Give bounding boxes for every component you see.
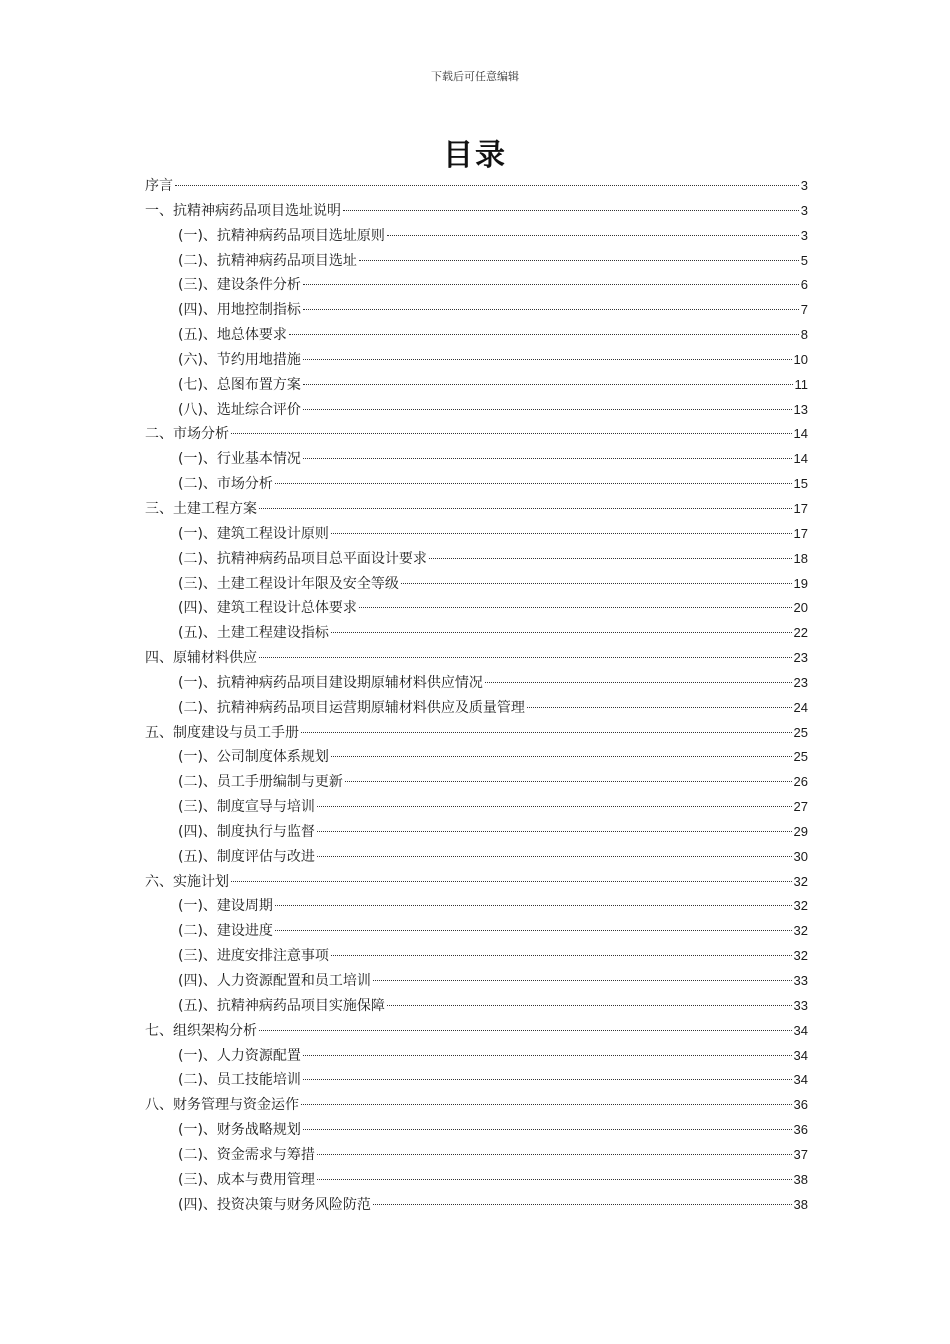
toc-entry-label: (七)、总图布置方案 — [178, 376, 301, 393]
toc-dot-leader — [303, 284, 799, 285]
toc-entry-page-number: 25 — [793, 749, 808, 765]
toc-entry-page-number: 6 — [800, 277, 808, 293]
toc-dot-leader — [303, 458, 792, 459]
toc-entry-page-number: 30 — [793, 848, 808, 864]
toc-entry-label: (一)、建筑工程设计原则 — [178, 525, 329, 542]
toc-dot-leader — [317, 1154, 792, 1155]
toc-entry-page-number: 11 — [794, 376, 808, 392]
toc-entry-label: 六、实施计划 — [145, 873, 229, 890]
toc-entry-label: (一)、建设周期 — [178, 898, 273, 915]
toc-entry-page-number: 17 — [793, 525, 808, 541]
toc-entry-page-number: 36 — [793, 1097, 808, 1113]
toc-dot-leader — [301, 732, 792, 733]
toc-entry-page-number: 20 — [793, 600, 808, 616]
toc-entry-label: (五)、抗精神病药品项目实施保障 — [178, 997, 385, 1014]
toc-dot-leader — [373, 1204, 792, 1205]
toc-entry[interactable] — [145, 1168, 808, 1193]
toc-entry[interactable] — [145, 249, 808, 274]
toc-dot-leader — [401, 583, 792, 584]
toc-dot-leader — [303, 409, 792, 410]
toc-entry[interactable] — [145, 994, 808, 1019]
toc-entry-page-number: 38 — [793, 1171, 808, 1187]
toc-entry[interactable] — [145, 422, 808, 447]
toc-entry-page-number: 7 — [800, 302, 808, 318]
toc-dot-leader — [303, 359, 792, 360]
toc-dot-leader — [317, 831, 792, 832]
toc-entry-page-number: 3 — [800, 202, 808, 218]
toc-entry[interactable] — [145, 1093, 808, 1118]
toc-entry[interactable] — [145, 522, 808, 547]
toc-entry-label: (二)、市场分析 — [178, 476, 273, 493]
toc-entry-page-number: 32 — [793, 873, 808, 889]
toc-entry[interactable] — [145, 398, 808, 423]
toc-entry[interactable] — [145, 894, 808, 919]
toc-entry-label: (一)、人力资源配置 — [178, 1047, 301, 1064]
toc-entry[interactable] — [145, 646, 808, 671]
toc-entry[interactable] — [145, 1143, 808, 1168]
toc-entry-label: 序言 — [145, 178, 173, 194]
toc-entry[interactable] — [145, 1068, 808, 1093]
toc-entry[interactable] — [145, 174, 808, 199]
toc-entry[interactable] — [145, 348, 808, 373]
toc-entry[interactable] — [145, 1193, 808, 1218]
toc-dot-leader — [331, 632, 792, 633]
toc-entry[interactable] — [145, 745, 808, 770]
toc-entry-page-number: 34 — [793, 1022, 808, 1038]
toc-entry-label: (三)、制度宣导与培训 — [178, 799, 315, 816]
toc-dot-leader — [345, 781, 792, 782]
toc-entry-label: (二)、员工手册编制与更新 — [178, 774, 343, 791]
toc-dot-leader — [317, 1179, 792, 1180]
toc-entry-page-number: 33 — [793, 973, 808, 988]
toc-entry[interactable] — [145, 298, 808, 323]
toc-entry[interactable] — [145, 969, 808, 994]
toc-dot-leader — [275, 905, 792, 906]
toc-entry-label: 三、土建工程方案 — [145, 500, 257, 517]
toc-entry-page-number: 17 — [793, 500, 808, 516]
toc-dot-leader — [429, 558, 792, 559]
toc-entry-label: 四、原辅材料供应 — [145, 650, 257, 667]
toc-entry-page-number: 18 — [793, 550, 808, 566]
toc-title: 目录 — [443, 138, 507, 173]
toc-entry-label: (五)、地总体要求 — [178, 327, 287, 344]
toc-entry-page-number: 29 — [793, 823, 808, 839]
toc-entry[interactable] — [145, 596, 808, 621]
toc-entry-page-number: 5 — [800, 252, 808, 268]
toc-dot-leader — [331, 756, 792, 757]
toc-entry[interactable] — [145, 472, 808, 497]
toc-entry[interactable] — [145, 621, 808, 646]
toc-entry-label: (二)、抗精神病药品项目选址 — [178, 252, 357, 269]
toc-dot-leader — [359, 260, 799, 261]
toc-dot-leader — [275, 483, 792, 484]
toc-dot-leader — [175, 185, 799, 186]
toc-dot-leader — [259, 508, 792, 509]
toc-entry-label: 二、市场分析 — [145, 426, 229, 443]
toc-entry[interactable] — [145, 497, 808, 522]
header-note: 下载后可任意编辑 — [431, 70, 519, 83]
toc-dot-leader — [259, 657, 792, 658]
toc-entry-label: (四)、人力资源配置和员工培训 — [178, 973, 371, 989]
toc-entry-page-number: 22 — [793, 625, 808, 641]
toc-entry-page-number: 14 — [793, 451, 808, 467]
toc-dot-leader — [303, 1129, 792, 1130]
toc-entry-label: (一)、抗精神病药品项目选址原则 — [178, 227, 385, 244]
toc-dot-leader — [317, 856, 792, 857]
toc-entry-page-number: 3 — [800, 227, 808, 243]
toc-entry-page-number: 25 — [793, 724, 808, 740]
toc-entry-page-number: 23 — [793, 674, 808, 690]
toc-entry[interactable] — [145, 199, 808, 224]
toc-entry[interactable] — [145, 447, 808, 472]
toc-entry[interactable] — [145, 373, 808, 398]
toc-entry-label: 七、组织架构分析 — [145, 1022, 257, 1039]
toc-dot-leader — [387, 235, 799, 236]
toc-entry-page-number: 15 — [793, 476, 808, 492]
toc-entry-label: (一)、抗精神病药品项目建设期原辅材料供应情况 — [178, 674, 483, 691]
toc-entry[interactable] — [145, 572, 808, 597]
toc-entry[interactable] — [145, 820, 808, 845]
toc-entry[interactable] — [145, 944, 808, 969]
toc-dot-leader — [303, 309, 799, 310]
toc-entry-page-number: 14 — [793, 426, 808, 442]
toc-entry-label: (二)、资金需求与筹措 — [178, 1146, 315, 1163]
toc-entry-label: (二)、员工技能培训 — [178, 1072, 301, 1089]
toc-entry[interactable] — [145, 770, 808, 795]
toc-entry-page-number: 37 — [793, 1146, 808, 1162]
toc-entry[interactable] — [145, 696, 808, 721]
toc-dot-leader — [303, 384, 793, 385]
toc-dot-leader — [359, 607, 792, 608]
toc-entry[interactable] — [145, 1044, 808, 1069]
toc-entry-label: (一)、财务战略规划 — [178, 1122, 301, 1139]
toc-entry-label: 一、抗精神病药品项目选址说明 — [145, 202, 341, 219]
toc-entry-label: 八、财务管理与资金运作 — [145, 1097, 299, 1114]
toc-entry-label: (四)、用地控制指标 — [178, 302, 301, 319]
toc-dot-leader — [387, 1005, 792, 1006]
toc-dot-leader — [303, 1055, 792, 1056]
toc-entry-label: (三)、土建工程设计年限及安全等级 — [178, 575, 399, 592]
toc-entry[interactable] — [145, 273, 808, 298]
toc-entry-label: (一)、行业基本情况 — [178, 451, 301, 468]
toc-dot-leader — [485, 682, 792, 683]
toc-entry-label: (六)、节约用地措施 — [178, 351, 301, 368]
toc-dot-leader — [317, 806, 792, 807]
toc-entry-label: (二)、建设进度 — [178, 923, 273, 940]
toc-entry[interactable] — [145, 721, 808, 746]
toc-entry-page-number: 19 — [793, 575, 808, 591]
toc-entry[interactable] — [145, 547, 808, 572]
toc-entry-label: (四)、投资决策与财务风险防范 — [178, 1196, 371, 1213]
toc-entry-page-number: 26 — [793, 774, 808, 790]
toc-entry[interactable] — [145, 919, 808, 944]
toc-entry[interactable] — [145, 671, 808, 696]
toc-dot-leader — [275, 930, 792, 931]
toc-entry-page-number: 10 — [793, 351, 808, 367]
toc-entry-label: 五、制度建设与员工手册 — [145, 724, 299, 741]
toc-entry-page-number: 32 — [793, 923, 808, 939]
toc-entry-page-number: 3 — [800, 178, 808, 193]
toc-entry-label: (四)、制度执行与监督 — [178, 823, 315, 840]
toc-dot-leader — [343, 210, 799, 211]
toc-dot-leader — [259, 1030, 792, 1031]
toc-entry-label: (四)、建筑工程设计总体要求 — [178, 600, 357, 617]
toc-entry-page-number: 34 — [793, 1047, 808, 1063]
toc-entry[interactable] — [145, 224, 808, 249]
toc-entry-label: (三)、建设条件分析 — [178, 277, 301, 294]
toc-dot-leader — [331, 955, 792, 956]
toc-entry-page-number: 38 — [793, 1196, 808, 1212]
toc-entry-label: (一)、公司制度体系规划 — [178, 749, 329, 766]
toc-list — [145, 174, 808, 1217]
toc-entry-label: (三)、进度安排注意事项 — [178, 948, 329, 965]
toc-entry[interactable] — [145, 1118, 808, 1143]
toc-entry-page-number: 8 — [800, 327, 808, 343]
toc-entry[interactable] — [145, 323, 808, 348]
toc-entry-page-number: 23 — [793, 650, 808, 666]
toc-entry-label: (五)、土建工程建设指标 — [178, 625, 329, 642]
toc-dot-leader — [301, 1104, 792, 1105]
toc-entry-page-number: 33 — [793, 997, 808, 1013]
toc-entry-page-number: 32 — [793, 948, 808, 964]
toc-entry-page-number: 27 — [793, 799, 808, 815]
toc-entry[interactable] — [145, 845, 808, 870]
toc-entry-label: (二)、抗精神病药品项目总平面设计要求 — [178, 550, 427, 567]
toc-entry-label: (二)、抗精神病药品项目运营期原辅材料供应及质量管理 — [178, 699, 525, 716]
toc-dot-leader — [331, 533, 792, 534]
toc-entry-label: (八)、选址综合评价 — [178, 401, 301, 418]
toc-dot-leader — [231, 433, 792, 434]
toc-dot-leader — [303, 1079, 792, 1080]
toc-dot-leader — [527, 707, 792, 708]
toc-entry-page-number: 24 — [793, 699, 808, 715]
toc-entry-label: (五)、制度评估与改进 — [178, 848, 315, 865]
toc-dot-leader — [289, 334, 799, 335]
toc-entry[interactable] — [145, 870, 808, 895]
toc-entry[interactable] — [145, 795, 808, 820]
toc-dot-leader — [373, 980, 792, 981]
toc-entry-page-number: 13 — [793, 401, 808, 417]
toc-entry[interactable] — [145, 1019, 808, 1044]
toc-entry-page-number: 32 — [793, 898, 808, 914]
toc-entry-page-number: 36 — [793, 1122, 808, 1138]
toc-entry-page-number: 34 — [793, 1072, 808, 1088]
toc-dot-leader — [231, 881, 792, 882]
toc-entry-label: (三)、成本与费用管理 — [178, 1171, 315, 1188]
